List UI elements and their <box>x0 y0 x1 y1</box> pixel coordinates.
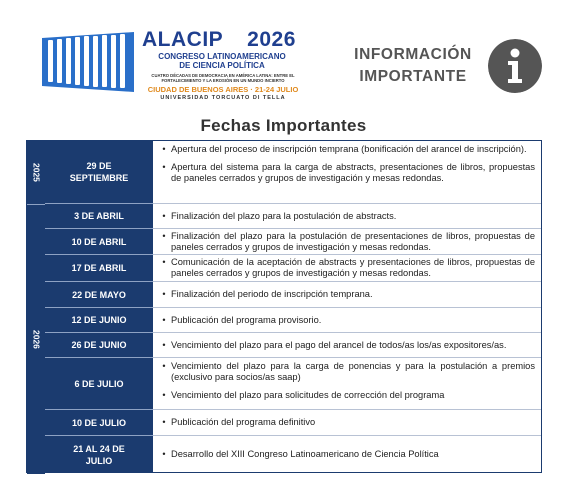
year-label-2026: 2026 <box>27 205 45 474</box>
list-item: • Comunicación de la aceptación de abstracts y presentaciones de libros, propuestas de paneles cerrados y grupos de investigación y mesas redondas. <box>157 257 535 279</box>
list-item: • Vencimiento del plazo para la carga de ponencias y para la postulación a premios (exclusivo para socios/as saap) <box>157 361 535 383</box>
list-item: • Publicación del programa definitivo <box>157 417 315 428</box>
list-item: • Finalización del plazo para la postulación de abstracts. <box>157 211 396 222</box>
description-cell <box>153 308 541 333</box>
congress-logo-text <box>142 28 322 101</box>
list-item: • Apertura del sistema para la carga de abstracts, presentaciones de libros, propuestas de paneles cerrados y grupos de investigación y mesas redondas. <box>157 162 535 184</box>
list-item: • Publicación del programa provisorio. <box>157 315 321 326</box>
bullet-icon: • <box>162 257 166 267</box>
bullet-icon: • <box>162 339 166 350</box>
date-cell: 10 DE JULIO <box>45 410 153 436</box>
description-cell <box>153 204 541 229</box>
bullet-icon: • <box>162 417 166 427</box>
bullet-icon: • <box>162 162 166 172</box>
date-cell: 3 DE ABRIL <box>45 204 153 229</box>
logo-city: CIUDAD DE BUENOS AIRES · 21-24 JULIO <box>147 85 299 94</box>
list-item: • Vencimiento del plazo para solicitudes de corrección del programa <box>157 390 535 401</box>
date-cell: 22 DE MAYO <box>45 282 153 308</box>
date-cell: 6 DE JULIO <box>45 358 153 410</box>
list-item: • Vencimiento del plazo para el pago del arancel de todos/as los/as expositores/as. <box>157 340 506 351</box>
year-label-2025: 2025 <box>27 141 45 204</box>
description-cell <box>153 282 541 308</box>
logo-year: 2026 <box>247 28 296 51</box>
bullet-icon: • <box>162 289 166 299</box>
bullet-icon: • <box>162 230 166 241</box>
description-cell <box>153 410 541 436</box>
bullet-icon: • <box>162 361 166 371</box>
logo-subtitle-2: DE CIENCIA POLÍTICA <box>179 61 265 70</box>
date-cell: 17 DE ABRIL <box>45 255 153 282</box>
date-cell: 21 AL 24 DE JULIO <box>45 436 153 473</box>
info-icon <box>488 39 542 93</box>
description-cell <box>153 229 541 255</box>
list-item: • Finalización del periodo de inscripción temprana. <box>157 289 373 300</box>
date-cell: 12 DE JUNIO <box>45 308 153 333</box>
list-item: • Finalización del plazo para la postulación de presentaciones de libros, propuestas de paneles cerrados y grupos de investigación y mesas redondas. <box>157 231 535 253</box>
description-cell <box>153 358 541 410</box>
description-cell <box>153 436 541 473</box>
page-title: Fechas Importantes <box>200 116 367 135</box>
list-item: • Apertura del proceso de inscripción temprana (bonificación del arancel de inscripción). <box>157 144 535 155</box>
logo-name: ALACIP <box>142 28 224 51</box>
dates-table <box>26 140 542 473</box>
description-cell <box>153 141 541 204</box>
date-cell: 26 DE JUNIO <box>45 333 153 358</box>
list-item: • Desarrollo del XIII Congreso Latinoamericano de Ciencia Política <box>157 449 439 460</box>
bullet-icon: • <box>162 144 166 154</box>
date-cell: 10 DE ABRIL <box>45 229 153 255</box>
logo-tagline-1: CUATRO DÉCADAS DE DEMOCRACIA EN AMÉRICA LATINA: ENTRE EL <box>151 73 295 78</box>
date-cell: 29 DE SEPTIEMBRE <box>45 141 153 204</box>
info-title: INFORMACIÓN IMPORTANTE <box>354 46 472 85</box>
logo-university: UNIVERSIDAD TORCUATO DI TELLA <box>160 95 286 101</box>
logo-tagline-2: FORTALECIMIENTO Y LA EROSIÓN EN UN MUNDO INCIERTO <box>161 78 285 83</box>
bullet-icon: • <box>162 314 166 325</box>
bullet-icon: • <box>162 449 166 459</box>
bullet-icon: • <box>162 390 166 400</box>
bullet-icon: • <box>162 210 166 221</box>
description-cell <box>153 333 541 358</box>
description-cell <box>153 255 541 282</box>
logo-subtitle-1: CONGRESO LATINOAMERICANO <box>158 52 286 61</box>
header <box>0 0 567 108</box>
